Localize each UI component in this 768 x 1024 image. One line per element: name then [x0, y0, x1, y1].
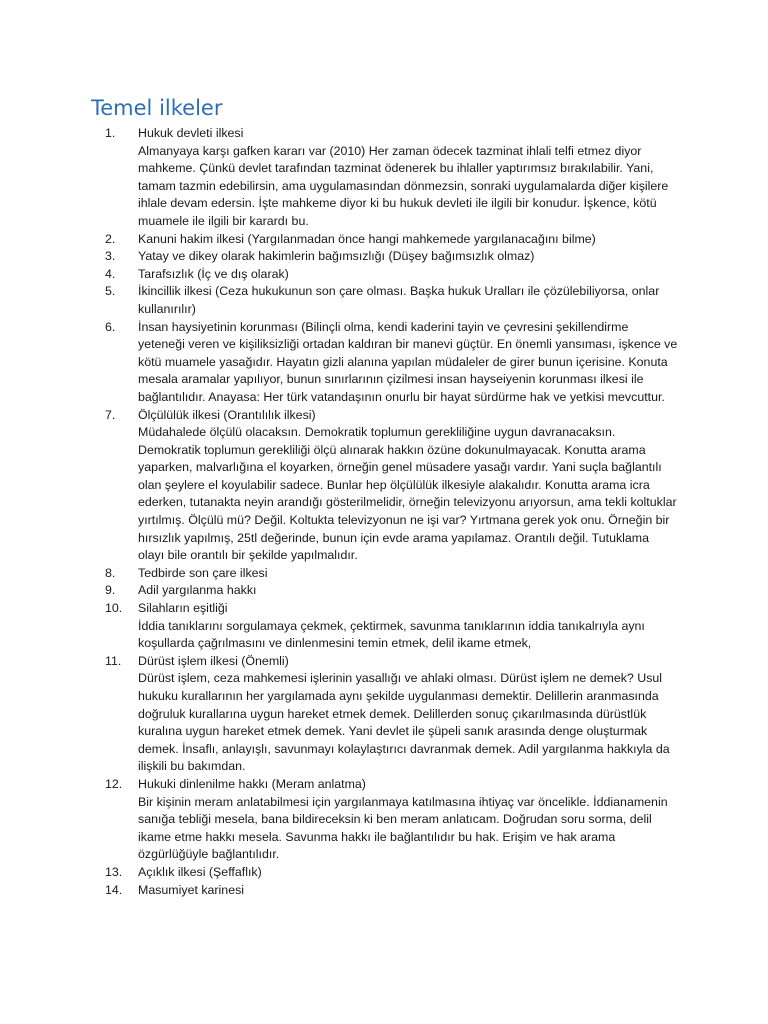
list-item: [0, 231, 678, 249]
list-item: [0, 407, 678, 565]
list-item-title: Açıklık ilkesi (Şeffaflık): [138, 864, 262, 879]
list-item: [0, 882, 678, 900]
list-item-number: 8.: [105, 565, 116, 580]
list-item: [0, 319, 678, 407]
list-item-number: 2.: [105, 231, 116, 246]
list-item-body: Almanyaya karşı gafken kararı var (2010) Her zaman ödecek tazminat ihlali telfi etmez diyor mahkeme. Çünkü devlet tarafından tazminat ödenerek bu ihlaller yaptırımsız bırakılabilir. Yani, tamam tazmin edebilirsin, ama uygulamasından dönmezsin, sonraki uygulamalarda diğer kişilere ihlale devam edersin. İşte mahkeme diyor ki bu hukuk devleti ile ilgili bir konudur. İşkence, kötü muamele ile ilgili bir karardı bu.: [138, 143, 669, 228]
list-item-number: 9.: [105, 583, 116, 598]
list-item-number: 7.: [105, 407, 116, 422]
list-item-body: Bir kişinin meram anlatabilmesi için yargılanmaya katılmasına ihtiyaç var öncelikle. İddianamenin sanığa tebliği mesela, bana bildireceksin ki ben meram anlatıcam. Doğrudan soru sorma, delil ikame etme hakkı mesela. Savunma hakkı ile bağlantılıdır bu hak. Erişim ve hak arama özgürlüğüyle bağlantılıdır.: [138, 794, 668, 862]
list-item-body: Müdahalede ölçülü olacaksın. Demokratik toplumun gerekliliğine uygun davranacaksın. Demokratik toplumun gerekliliği ölçü alınarak hakkın özüne dokunulmayacak. Konutta arama yaparken, malvarlığına el koyarken, örneğin genel müsadere yasağı vardır. Yani suçla bağlantılı olan şeylere el koyulabilir sadece. Bunlar hep ölçülülük ilkesiyle alakalıdır. Konutta arama icra ederken, tutanakta neyin arandığı gösterilmelidir, örneğin televizyonu arıyorsun, ama tekli koltuklar yırtılmış. Ölçülü mü? Değil. Koltukta televizyonun ne işi var? Yırtmana gerek yok onu. Örneğin bir hırsızlık yapılmış, 25tl değerinde, bunun için evde arama yapılamaz. Orantılı değil. Tutuklama olayı bile orantılı bir şekilde yapılmalıdır.: [138, 425, 677, 563]
list-item-number: 14.: [105, 882, 123, 897]
list-item-title: Hukuki dinlenilme hakkı (Meram anlatma): [138, 776, 366, 791]
list-item: [0, 283, 678, 318]
list-item: [0, 776, 678, 864]
list-item-title: Masumiyet karinesi: [138, 882, 245, 897]
list-item: [0, 565, 678, 583]
list-item-title: Tarafsızlık (İç ve dış olarak): [138, 266, 289, 281]
document-title: Temel ilkeler: [91, 96, 223, 120]
list-item-title: İkincillik ilkesi (Ceza hukukunun son çare olması. Başka hukuk Uralları ile çözülebiliyorsa, onlar kullanırılır): [138, 284, 660, 316]
list-item-title: Tedbirde son çare ilkesi: [138, 565, 268, 580]
list-item-number: 1.: [105, 126, 116, 140]
list-item-title: Adil yargılanma hakkı: [138, 583, 257, 598]
list-item-body: Dürüst işlem, ceza mahkemesi işlerinin yasallığı ve ahlaki olması. Dürüst işlem ne demek? Usul hukuku kurallarının her yargılamada aynı şekilde uygulanması demektir. Delillerin aranmasında doğruluk kurallarına uygun hareket etmek demek. Delillerden sonuç çıkarılmasında dürüstlük kuralına uygun hareket etmek demek. Yani devlet ile şüpeli sanık arasında denge oluşturmak demek. İnsaflı, anlayışlı, savunmayı kolaylaştırıcı davranmak demek. Adil yargılanma hakkıyla da ilişkili bu bakımdan.: [138, 671, 670, 774]
list-item-number: 4.: [105, 266, 116, 281]
list-item-title: Silahların eşitliği: [138, 601, 228, 616]
principles-list: [0, 125, 768, 899]
list-item-number: 10.: [105, 601, 123, 616]
list-item: [0, 653, 678, 776]
list-item: [0, 600, 678, 653]
list-item-number: 5.: [105, 284, 116, 299]
list-item-title: Yatay ve dikey olarak hakimlerin bağımsızlığı (Düşey bağımsızlık olmaz): [138, 249, 535, 264]
list-item-title: Kanuni hakim ilkesi (Yargılanmadan önce hangi mahkemede yargılanacağını bilme): [138, 231, 596, 246]
list-item-title: Ölçülülük ilkesi (Orantılılık ilkesi): [138, 407, 316, 422]
list-item-title: Dürüst işlem ilkesi (Önemli): [138, 653, 289, 668]
list-item: [0, 266, 678, 284]
list-item-title: İnsan haysiyetinin korunması (Bilinçli olma, kendi kaderini tayin ve çevresini şekillendirme yeteneği veren ve kişiliksizliği ortadan kaldıran bir manevi güçtür. En önemli yansıması, işkence ve kötü muamele yasağıdır. Hayatın gizli alanına yapılan müdaleler de girer bunun içerisine. Konuta mesala aramalar yapılıyor, bunun sınırlarının çizilmesi insan hayseiyenin korunması ilkesi ile bağlantılıdır. Anayasa: Her türk vatandaşının onurlu bir hayat sürdürme hak ve yetkisi mevcuttur.: [138, 319, 678, 404]
list-item: [0, 248, 678, 266]
list-item-number: 12.: [105, 776, 123, 791]
list-item-number: 11.: [105, 653, 122, 668]
list-item-number: 6.: [105, 319, 116, 334]
list-item-number: 3.: [105, 249, 116, 264]
list-item-title: Hukuk devleti ilkesi: [138, 126, 244, 140]
list-item: [0, 125, 678, 231]
list-item-body: İddia tanıklarını sorgulamaya çekmek, çektirmek, savunma tanıklarının iddia tanıkalrıyla aynı koşullarda çağrılmasını ve dinlenmesini temin etmek, delil ikame etmek,: [138, 618, 645, 651]
list-item: [0, 582, 678, 600]
list-item-number: 13.: [105, 864, 123, 879]
list-item: [0, 864, 678, 882]
